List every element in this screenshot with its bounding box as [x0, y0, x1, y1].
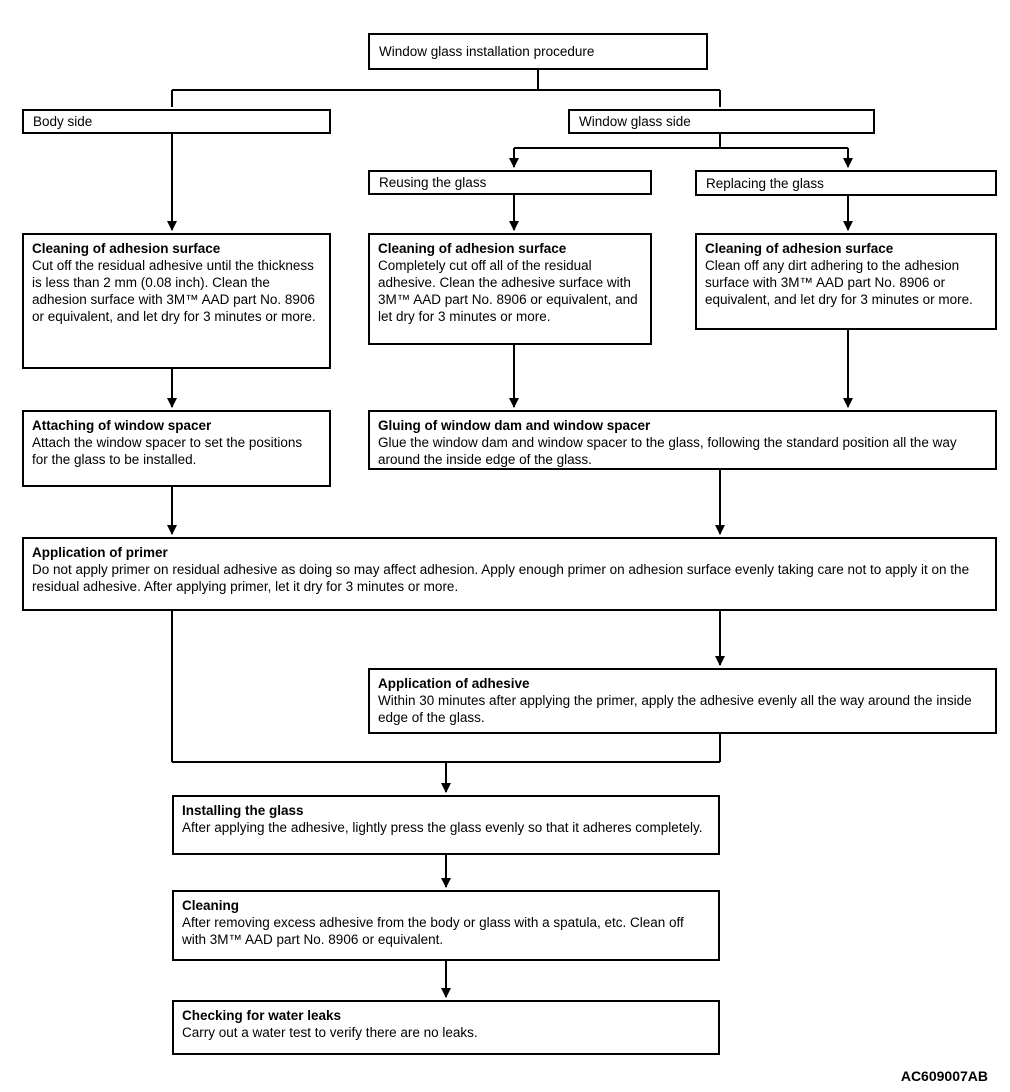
node-body-side	[22, 109, 331, 134]
node-title: Attaching of window spacer	[32, 418, 212, 433]
node-cleaning-final	[172, 890, 720, 961]
node-label: Window glass installation procedure	[379, 44, 595, 59]
node-label: Window glass side	[579, 114, 691, 129]
node-title: Installing the glass	[182, 803, 304, 818]
node-text: Clean off any dirt adhering to the adhesion surface with 3M™ AAD part No. 8906 or equivalent, and let dry for 3 minutes or more.	[705, 258, 973, 307]
node-title: Checking for water leaks	[182, 1008, 342, 1023]
node-replacing-the-glass	[695, 170, 997, 196]
node-text: Within 30 minutes after applying the primer, apply the adhesive evenly all the way around the inside edge of the glass.	[378, 693, 972, 725]
node-gluing-window-dam-spacer	[368, 410, 997, 470]
node-attaching-window-spacer	[22, 410, 331, 487]
node-cleaning-adhesion-replacing	[695, 233, 997, 330]
node-application-of-adhesive	[368, 668, 997, 734]
node-title: Cleaning of adhesion surface	[705, 241, 894, 256]
node-text: After applying the adhesive, lightly press the glass evenly so that it adheres completely.	[182, 820, 703, 835]
node-text: Do not apply primer on residual adhesive as doing so may affect adhesion. Apply enough primer on adhesion surface evenly taking care not to apply it on the residual adhesive. After applying primer, let it dry for 3 minutes or more.	[32, 562, 970, 594]
node-checking-water-leaks	[172, 1000, 720, 1055]
node-cleaning-adhesion-body	[22, 233, 331, 369]
node-text: Carry out a water test to verify there are no leaks.	[182, 1025, 478, 1040]
node-title: Gluing of window dam and window spacer	[378, 418, 651, 433]
node-title: Cleaning of adhesion surface	[378, 241, 567, 256]
node-label: Body side	[33, 114, 93, 129]
node-text: Glue the window dam and window spacer to the glass, following the standard position all the way around the inside edge of the glass.	[378, 435, 957, 467]
node-installing-the-glass	[172, 795, 720, 855]
node-title: Application of primer	[32, 545, 168, 560]
figure-code: AC609007AB	[900, 1068, 988, 1084]
node-text: Completely cut off all of the residual adhesive. Clean the adhesive surface with 3M™ AAD part No. 8906 or equivalent, and let dry for 3 minutes or more.	[378, 258, 638, 324]
node-window-glass-side	[568, 109, 875, 134]
node-title: Cleaning of adhesion surface	[32, 241, 221, 256]
node-procedure-title	[368, 33, 708, 70]
node-text: Cut off the residual adhesive until the thickness is less than 2 mm (0.08 inch). Clean the adhesion surface with 3M™ AAD part No. 8906 or equivalent, and let dry for 3 minutes or more.	[32, 258, 316, 324]
node-text: After removing excess adhesive from the body or glass with a spatula, etc. Clean off with 3M™ AAD part No. 8906 or equivalent.	[182, 915, 684, 947]
node-text: Attach the window spacer to set the positions for the glass to be installed.	[32, 435, 303, 467]
node-title: Cleaning	[182, 898, 240, 913]
node-reusing-the-glass	[368, 170, 652, 195]
node-label: Reusing the glass	[379, 175, 487, 190]
node-cleaning-adhesion-reusing	[368, 233, 652, 345]
node-application-of-primer	[22, 537, 997, 611]
node-label: Replacing the glass	[706, 175, 824, 191]
node-title: Application of adhesive	[378, 676, 530, 691]
